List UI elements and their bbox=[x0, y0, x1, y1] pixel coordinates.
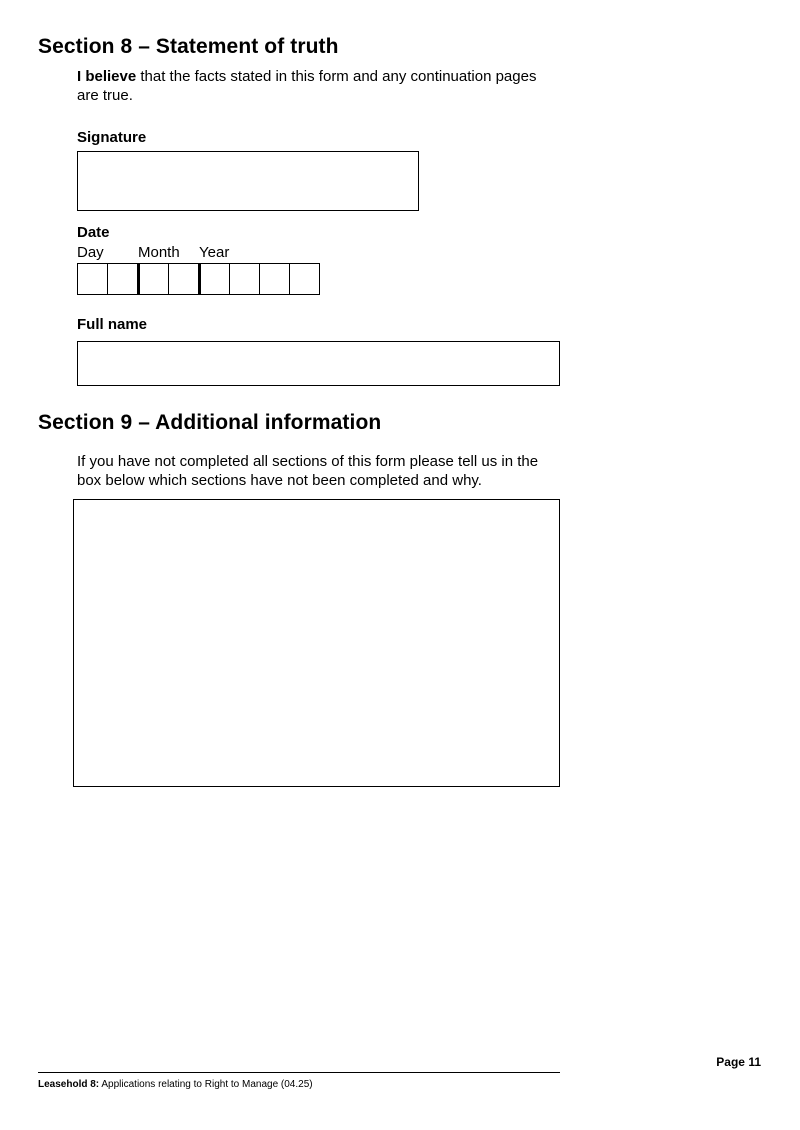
date-year-digit-3[interactable] bbox=[259, 263, 290, 295]
full-name-label: Full name bbox=[77, 316, 148, 333]
date-label: Date bbox=[77, 224, 110, 241]
date-month-digit-1[interactable] bbox=[138, 263, 169, 295]
section-8-title: Section 8 – Statement of truth bbox=[38, 35, 339, 58]
date-year-digit-1[interactable] bbox=[199, 263, 230, 295]
signature-field[interactable] bbox=[77, 151, 419, 211]
day-label: Day bbox=[77, 244, 104, 261]
footer-form-reference bbox=[38, 1079, 313, 1090]
year-label: Year bbox=[199, 244, 230, 261]
footer-form-description: Applications relating to Right to Manage (04.25) bbox=[99, 1079, 313, 1090]
section-9-title: Section 9 – Additional information bbox=[38, 411, 382, 434]
signature-label: Signature bbox=[77, 129, 147, 146]
date-month-digit-2[interactable] bbox=[168, 263, 199, 295]
additional-info-field[interactable] bbox=[73, 499, 560, 787]
statement-bold-lead: I believe bbox=[77, 68, 137, 85]
date-day-digit-1[interactable] bbox=[77, 263, 108, 295]
page-number: Page 11 bbox=[716, 1055, 761, 1069]
statement-rest: that the facts stated in this form and any continuation pages are true. bbox=[77, 68, 537, 104]
month-label: Month bbox=[138, 244, 180, 261]
footer-divider bbox=[38, 1072, 560, 1073]
footer-form-name: Leasehold 8: bbox=[38, 1079, 100, 1090]
full-name-field[interactable] bbox=[77, 341, 560, 386]
statement-of-truth-text bbox=[77, 67, 557, 105]
date-year-digit-2[interactable] bbox=[229, 263, 260, 295]
date-day-digit-2[interactable] bbox=[107, 263, 138, 295]
date-year-digit-4[interactable] bbox=[289, 263, 320, 295]
additional-info-instructions: If you have not completed all sections of this form please tell us in the box below which sections have not been completed and why. bbox=[77, 453, 539, 489]
